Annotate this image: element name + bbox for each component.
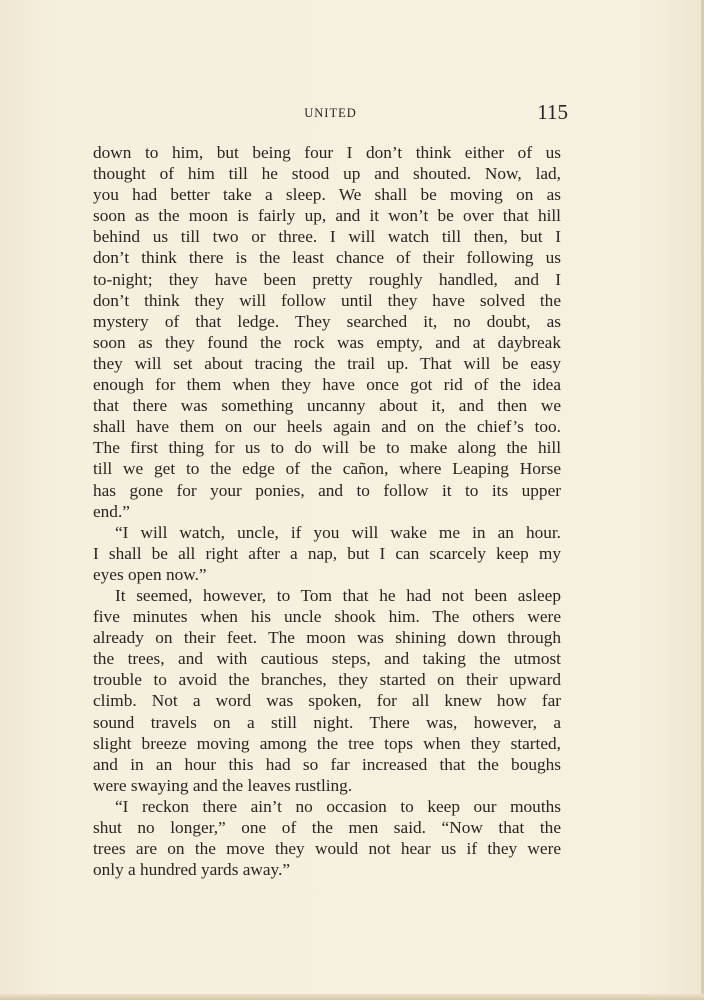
text-line: till we get to the edge of the cañon, where Leaping Horse [93,459,561,479]
text-line: you had better take a sleep. We shall be moving on as [93,185,561,205]
text-line: behind us till two or three. I will watch till then, but I [93,227,561,247]
text-line: five minutes when his uncle shook him. The others were [93,607,561,627]
text-line: that there was something uncanny about it, and then we [93,396,561,416]
text-line: It seemed, however, to Tom that he had not been asleep [115,585,561,605]
page-number: 115 [537,100,568,124]
text-line: were swaying and the leaves rustling. [93,775,353,795]
text-line: trees are on the move they would not hear us if they were [93,839,561,859]
body-text [93,142,561,880]
text-line: shall have them on our heels again and on the chief’s too. [93,417,561,437]
text-line: and in an hour this had so far increased that the boughs [93,754,561,774]
running-title: UNITED [304,106,357,120]
text-line: end.” [93,501,130,521]
text-line: climb. Not a word was spoken, for all knew how far [93,691,561,711]
text-line: thought of him till he stood up and shouted. Now, lad, [93,164,561,184]
text-line: to-night; they have been pretty roughly handled, and I [93,269,561,289]
text-line: already on their feet. The moon was shining down through [93,628,561,648]
text-line: down to him, but being four I don’t think either of us [93,143,561,162]
page-edge-bottom [0,994,704,1000]
text-line: shut no longer,” one of the men said. “Now that the [93,818,561,837]
text-line: enough for them when they have once got rid of the idea [93,375,561,395]
text-line: “I will watch, uncle, if you will wake me in an hour. [115,522,561,542]
running-header [93,100,568,128]
text-line: they will set about tracing the trail up. That will be easy [93,353,561,373]
text-line: trouble to avoid the branches, they started on their upward [93,670,561,690]
text-line: the trees, and with cautious steps, and taking the utmost [93,649,561,669]
text-line: don’t think there is the least chance of their following us [93,248,561,268]
text-line: only a hundred yards away.” [93,860,291,880]
text-line: The first thing for us to do will be to make along the hill [93,438,561,458]
text-line: soon as the moon is fairly up, and it won’t be over that hill [93,206,561,226]
text-line: eyes open now.” [93,564,207,584]
text-line: don’t think they will follow until they have solved the [93,290,561,310]
text-line: slight breeze moving among the tree tops when they started, [93,733,561,753]
text-line: mystery of that ledge. They searched it, no doubt, as [93,311,561,331]
text-line: soon as they found the rock was empty, and at daybreak [93,332,561,352]
text-line: “I reckon there ain’t no occasion to keep our mouths [115,796,561,816]
text-line: I shall be all right after a nap, but I can scarcely keep my [93,543,561,563]
text-line: sound travels on a still night. There was, however, a [93,712,561,732]
text-line: has gone for your ponies, and to follow it to its upper [93,480,561,500]
